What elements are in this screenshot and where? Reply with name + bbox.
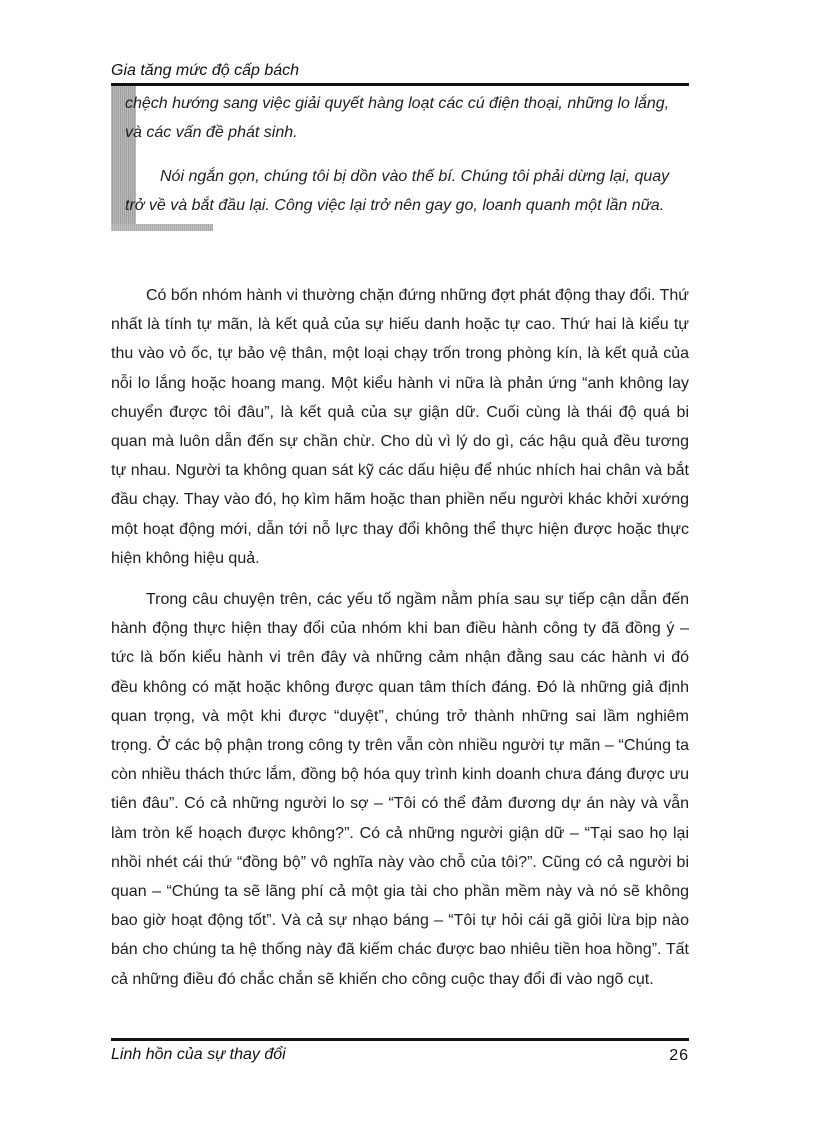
body-text [111,281,689,994]
running-header-title: Gia tăng mức độ cấp bách [111,62,300,79]
body-paragraph: Trong câu chuyện trên, các yếu tố ngầm nằm phía sau sự tiếp cận dẫn đến hành động thực hiện thay đổi của nhóm khi ban điều hành công ty đã đồng ý – tức là bốn kiểu hành vi trên đây và những cảm nhận đằng sau các hành vi đó đều không có mặt hoặc không được quan tâm thích đáng. Đó là những giả định quan trọng, và một khi được “duyệt”, chúng trở thành những sai lầm nghiêm trọng. Ở các bộ phận trong công ty trên vẫn còn nhiều người tự mãn – “Chúng ta còn nhiều thách thức lắm, đồng bộ hóa quy trình kinh doanh chưa đáng được ưu tiên đâu”. Có cả những người lo sợ – “Tôi có thể đảm đương dự án này và vẫn làm tròn kế hoạch được không?”. Có cả những người giận dữ – “Tại sao họ lại nhồi nhét cái thứ “đồng bộ” vô nghĩa này vào chỗ của tôi?”. Cũng có cả người bi quan – “Chúng ta sẽ lãng phí cả một gia tài cho phần mềm này và nó sẽ không bao giờ hoạt động tốt”. Và cả sự nhạo báng – “Tôi tự hỏi cái gã giỏi lừa bịp nào bán cho chúng ta hệ thống này đã kiếm chác được bao nhiêu tiền hoa hồng”. Tất cả những điều đó chắc chắn sẽ khiến cho công cuộc thay đổi đi vào ngõ cụt. [111,591,689,988]
quote-block [111,89,689,220]
body-paragraph: Có bốn nhóm hành vi thường chặn đứng những đợt phát động thay đổi. Thứ nhất là tính tự mãn, là kết quả của sự hiếu danh hoặc tự cao. Thứ hai là kiểu tự thu vào vỏ ốc, tự bảo vệ thân, một loại chạy trốn trong phòng kín, là kết quả của nỗi lo lắng hoặc hoang mang. Một kiểu hành vi nữa là phản ứng “anh không lay chuyển được tôi đâu”, là kết quả của sự giận dữ. Cuối cùng là thái độ quá bi quan mà luôn dẫn đến sự chần chừ. Cho dù vì lý do gì, các hậu quả đều tương tự nhau. Người ta không quan sát kỹ các dấu hiệu để nhúc nhích hai chân và bắt đầu chạy. Thay vào đó, họ kìm hãm hoặc than phiền nếu người khác khởi xướng một hoạt động mới, dẫn tới nỗ lực thay đổi không thể thực hiện được hoặc thực hiện không hiệu quả. [111,287,690,567]
footer-divider [111,1038,689,1041]
quote-paragraph: Nói ngắn gọn, chúng tôi bị dồn vào thế bí. Chúng tôi phải dừng lại, quay trở về và bắt đầu lại. Công việc lại trở nên gay go, loanh quanh một lần nữa. [125,168,670,214]
running-footer-title: Linh hồn của sự thay đổi [111,1046,286,1063]
quote-paragraph: chệch hướng sang việc giải quyết hàng loạt các cú điện thoại, những lo lắng, và các vấn đề phát sinh. [125,95,670,141]
quote-sidebar-foot [111,224,213,231]
header-divider [111,83,689,86]
page-number: 26 [669,1047,689,1064]
